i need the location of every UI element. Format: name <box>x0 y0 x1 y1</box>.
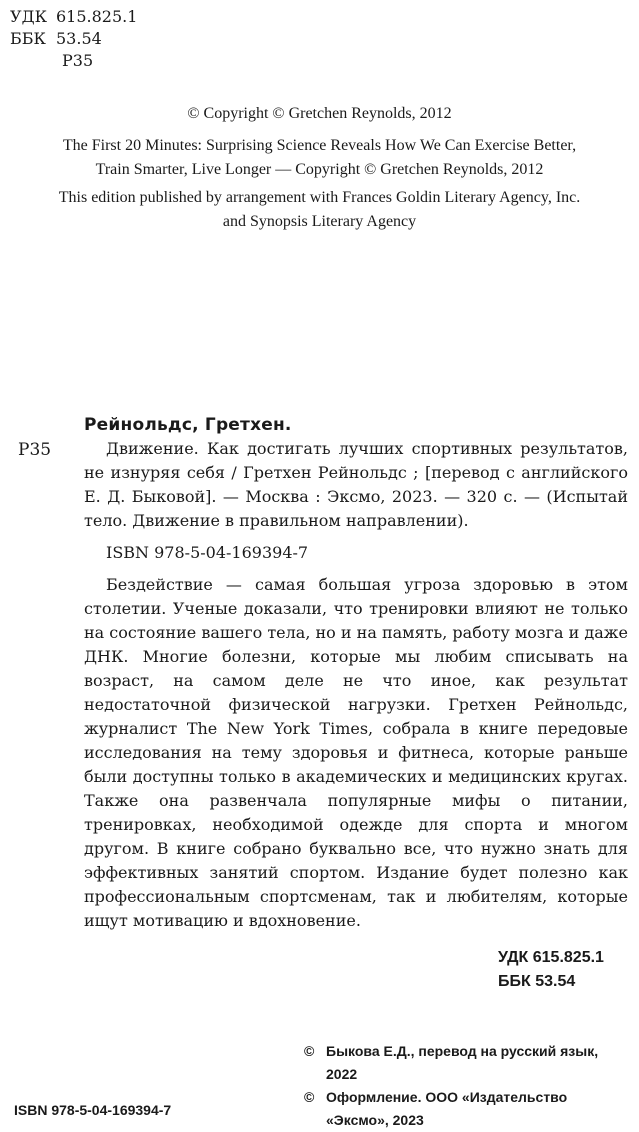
design-credit-text: Оформление. ООО «Издательство «Эксмо», 2023 <box>326 1089 568 1128</box>
udk-value: 615.825.1 <box>56 7 138 26</box>
book-description: Движение. Как достигать лучших спортивных результатов, не изнуряя себя / Гретхен Рейнольдс ; [перевод с английского Е. Д. Быковой]. — Москва : Эксмо, 2023. — 320 с. — (Испытай тело. Движение в правильном направлении). <box>84 439 628 530</box>
copyright-block <box>0 102 639 234</box>
translation-credit-text: Быкова Е.Д., перевод на русский язык, 2022 <box>326 1043 599 1082</box>
footer-codes <box>498 946 604 994</box>
udk-row <box>10 6 137 28</box>
design-credit <box>304 1086 630 1132</box>
original-title-line: The First 20 Minutes: Surprising Science Reveals How We Can Exercise Better, <box>62 137 577 154</box>
bbk-label: ББК <box>10 29 46 48</box>
isbn-line: ISBN 978-5-04-169394-7 <box>106 543 309 562</box>
edition-line: and Synopsis Literary Agency <box>222 213 417 230</box>
translation-credit <box>304 1040 630 1086</box>
bbk-row <box>10 28 137 50</box>
author-mark-left: Р35 <box>18 440 52 460</box>
credits-block <box>304 1040 630 1132</box>
bbk-code: ББК 53.54 <box>498 973 576 990</box>
author-mark-top: Р35 <box>62 51 94 70</box>
isbn-bottom: ISBN 978-5-04-169394-7 <box>14 1102 172 1118</box>
udk-label: УДК <box>10 7 47 26</box>
bbk-value: 53.54 <box>56 29 102 48</box>
bibliographic-record <box>84 413 628 933</box>
copyright-line: © Copyright © Gretchen Reynolds, 2012 <box>187 105 452 122</box>
author-heading: Рейнольдс, Гретхен. <box>84 415 292 435</box>
original-title-line: Train Smarter, Live Longer — Copyright © Gretchen Reynolds, 2012 <box>95 161 544 178</box>
annotation-text: Бездействие — самая большая угроза здоровью в этом столетии. Ученые доказали, что тренировки влияют не только на состояние вашего тела, но и на память, работу мозга и даже ДНК. Многие болезни, которые мы любим списывать на возраст, на самом деле не что иное, как результат недостаточной физической нагрузки. Гретхен Рейнольдс, журналист The New York Times, собрала в книге передовые исследования на тему здоровья и фитнеса, которые раньше были доступны только в академических и медицинских кругах. Также она развенчала популярные мифы о питании, тренировках, необходимой одежде для спорта и многом другом. В книге собрано буквально все, что нужно знать для эффективных занятий спортом. Издание будет полезно как профессиональным спортсменам, так и любителям, которые ищут мотивацию и вдохновение. <box>84 575 628 930</box>
classification-codes <box>10 6 137 72</box>
edition-line: This edition published by arrangement with Frances Goldin Literary Agency, Inc. <box>58 189 581 206</box>
udk-code: УДК 615.825.1 <box>498 949 604 966</box>
copyright-symbol: © <box>304 1043 315 1059</box>
copyright-symbol: © <box>304 1089 315 1105</box>
